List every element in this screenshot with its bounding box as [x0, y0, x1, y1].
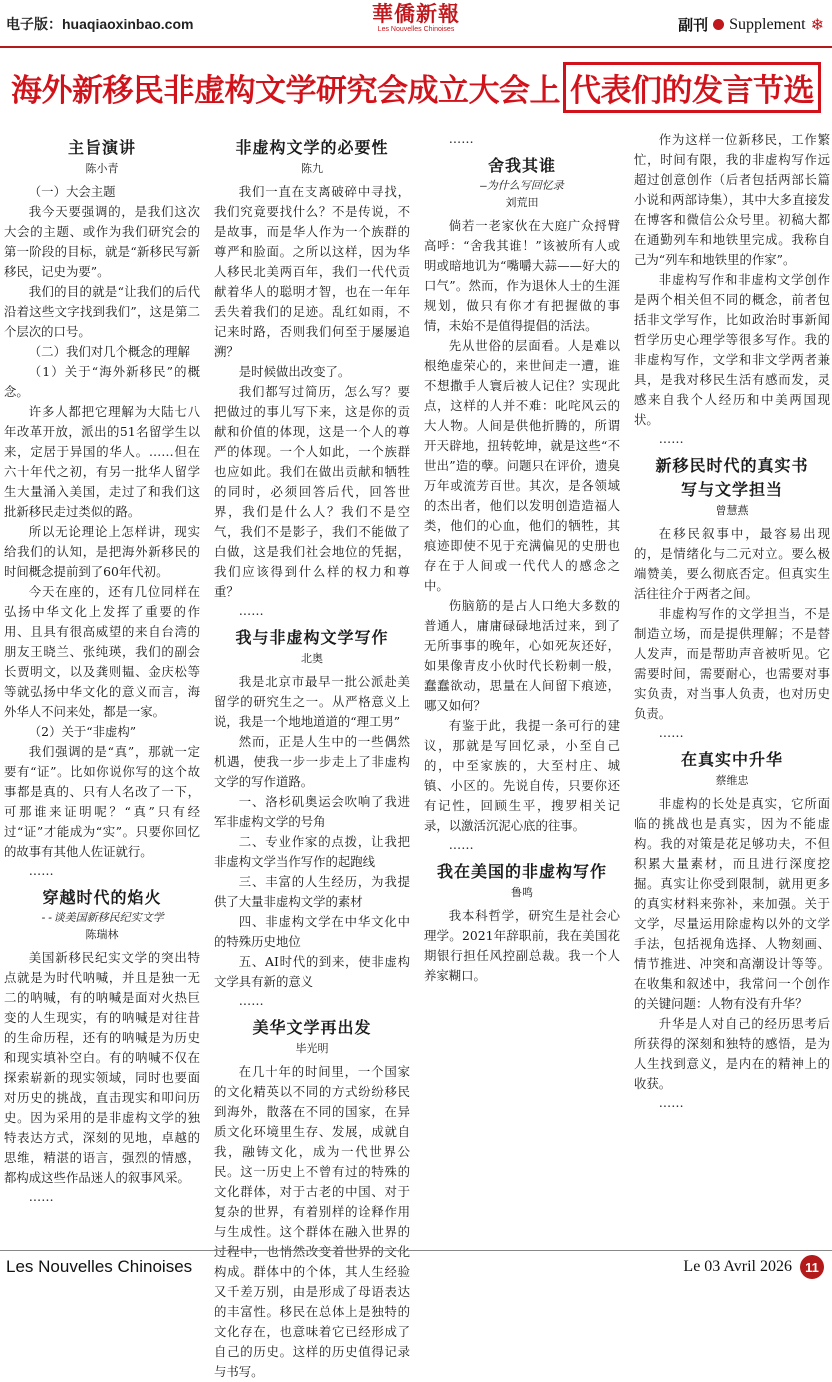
bullet-dot-icon — [713, 19, 724, 30]
ellipsis: …… — [448, 837, 474, 852]
ellipsis: …… — [448, 131, 474, 146]
ellipsis: …… — [658, 431, 684, 446]
article-title: 新移民时代的真实书 — [655, 456, 809, 475]
article-subtitle: --谈美国新移民纪实文学 — [40, 911, 164, 924]
article-author: 曾慧燕 — [715, 504, 749, 517]
article-author: 鲁鸣 — [511, 886, 533, 899]
article-paragraph: 非虚构写作的文学担当，不是制造立场，而是提供理解；不是替人发声，而是帮助声音被听见。它需要时间，需要耐心，也需要对事实负责，对当事人负责，也对历史负责。 — [634, 606, 830, 721]
page-headline — [0, 54, 832, 120]
article-paragraph: 我们都写过简历，怎么写？要把做过的事儿写下来，这是你的贡献和价值的体现，这是一个人的尊严的体现。一个人如此，一个族群也应如此。我们在做出贡献和牺牲的同时，必须回答后代，回答世界，我们是什么人？我们不是空气，我们不是影子，我们不能做了白做，这是我们社会地位的凭据，我们应该得到什么样的权力和尊重？ — [214, 384, 410, 599]
article-paragraph: 一、洛杉矶奥运会吹响了我进军非虚构文学的号角 — [214, 794, 410, 829]
masthead-title-cn: 華僑新報 — [372, 1, 460, 26]
ellipsis: …… — [28, 863, 54, 878]
page-footer — [0, 1250, 832, 1281]
article-paragraph: 我们一直在支离破碎中寻找，我们究竟要找什么？不是传说，不是故事，而是华人作为一个族群的尊严和脸面。之所以这样，因为华人移民北美两百年，我们一代代贡献着华人的聪明才智，也在一年年丢失着我们的足迹。乱红如雨，不记来时路，否则我们何至于屡屡追溯？ — [214, 184, 410, 359]
article-author: 蔡维忠 — [715, 774, 749, 787]
ellipsis: …… — [238, 993, 264, 1008]
ellipsis: …… — [658, 725, 684, 740]
article-paragraph: 倘若一老家伙在大庭广众捋臂高呼：“舍我其谁！”该被所有人或明或暗地讥为“嘴嚼大蒜——好大的口气”。然而，作为退休人士的生涯规划，做只有你才有把握做的事情，未始不是值得提倡的活法。 — [424, 218, 620, 333]
masthead-logo — [356, 2, 476, 34]
article-title: 我在美国的非虚构写作 — [436, 862, 607, 881]
ellipsis: …… — [658, 1095, 684, 1110]
article-title: 在真实中升华 — [680, 750, 783, 769]
article-paragraph: （2）关于“非虚构” — [28, 724, 137, 739]
article-paragraph: 在移民叙事中，最容易出现的，是情绪化与二元对立。要么极端赞美，要么彻底否定。但真实生活往往介于两者之间。 — [634, 526, 830, 601]
article-paragraph: 非虚构的长处是真实，它所面临的挑战也是真实，因为不能虚构。我的对策是花足够功夫，不但积累大量素材，而且进行深度挖掘。真实让你受到限制，就用更多的真实材料来弥补，来加强。关于文学，尽量运用除虚构以外的文学手法，包括视角选择、人物刻画、情节推进、冲突和高潮设计等等。在收集和叙述中，我常问一个创作的关键问题：人物有没有升华？ — [634, 796, 830, 1011]
article-paragraph: 二、专业作家的点拨，让我把非虚构文学当作写作的起跑线 — [214, 834, 410, 869]
article-author: 北奥 — [301, 652, 323, 665]
article-paragraph: 先从世俗的层面看。人是难以根绝虚荣心的，来世间走一遭，谁不想撒手人寰后被人记住？实现此点，这样的人并不难：叱咤风云的大人物。人间是供他折腾的，所谓开天辟地，扭转乾坤，就是这些“不世出”造的孽。问题只在评价，遗臭万年或流芳百世。其次，是各领域的杰出者，他们以发明创造造福人类，他们的心血，他们的牺牲，其痕迹即使不见于充满偏见的史册也存在于人间或一代代人的感念之中。 — [424, 338, 620, 593]
article-title: 舍我其谁 — [487, 156, 556, 175]
article-paragraph: 非虚构写作和非虚构文学创作是两个相关但不同的概念，前者包括非文学写作，比如政治时事新闻哲学历史心理学等很多写作。我的非虚构写作，文学和非文学两者兼具，是我对移民生活有感而发，灵感来自我个人经历和中美两国现状。 — [634, 272, 830, 427]
article-author: 刘荒田 — [505, 196, 539, 209]
masthead-title-fr: Les Nouvelles Chinoises — [377, 26, 455, 33]
maple-leaf-icon: ❄ — [810, 16, 824, 34]
article-paragraph: 我们的目的就是“让我们的后代沿着这些文字找到我们”，这是第二个层次的口号。 — [4, 284, 200, 339]
edition-label: 电子版：huaqiaoxinbao.com — [6, 16, 194, 32]
headline-main: 海外新移民非虚构文学研究会成立大会上 — [11, 72, 560, 109]
article-author: 陈九 — [301, 162, 323, 175]
page-header — [0, 0, 832, 48]
ellipsis: …… — [28, 1189, 54, 1204]
article-paragraph: 我今天要强调的，是我们这次大会的主题、或作为我们研究会的第一阶段的目标，就是“新移民写新移民，记史为要”。 — [4, 204, 200, 279]
column-4 — [634, 130, 830, 1242]
article-title: 穿越时代的焰火 — [42, 888, 162, 907]
article-paragraph: 有鉴于此，我提一条可行的建议，那就是写回忆录，小至自己的，中至家族的，大至村庄、城镇、小区的。先说自传，只要你还有记性，回顾生平，搜罗相关记录，以激活沉泥心底的往事。 — [424, 718, 620, 833]
article-title-line2: 写与文学担当 — [680, 480, 783, 499]
article-paragraph: （一）大会主题 — [28, 184, 116, 199]
section-name-en: Supplement — [729, 15, 806, 33]
article-paragraph: 伤脑筋的是占人口绝大多数的普通人，庸庸碌碌地活过来，到了无所事事的晚年，心如死灰还好，如果像青皮小伙时代长粉刺一般，蠢蠢欲动，思量在人间留下痕迹，哪又如何？ — [424, 598, 620, 713]
article-paragraph: 我们强调的是“真”，那就一定要有“证”。比如你说你写的这个故事都是真的、只有人名改了一下，可那谁来证明呢？“真”只有经过“证”才能成为“实”。只要你回忆的故事有其他人佐证就行。 — [4, 744, 200, 859]
section-name-cn: 副刊 — [678, 16, 709, 34]
column-1 — [4, 130, 200, 1242]
footer-paper-name: Les Nouvelles Chinoises — [6, 1257, 193, 1276]
article-paragraph: 三、丰富的人生经历，为我提供了大量非虚构文学的素材 — [214, 874, 410, 909]
headline-boxed: 代表们的发言节选 — [563, 62, 821, 113]
article-paragraph: 升华是人对自己的经历思考后所获得的深刻和独特的感悟，是为人生找到意义，是内在的精神上的收获。 — [634, 1016, 830, 1091]
article-paragraph: 五、AI时代的到来，使非虚构文学具有新的意义 — [214, 954, 410, 989]
article-author: 陈瑞林 — [85, 928, 119, 941]
article-title: 美华文学再出发 — [252, 1018, 372, 1037]
article-paragraph: 我本科哲学，研究生是社会心理学。2021年辞职前，我在美国花期银行担任风控副总裁。我一个人养家糊口。 — [424, 908, 620, 983]
article-subtitle: —为什么写回忆录 — [480, 179, 564, 192]
article-paragraph: 四、非虚构文学在中华文化中的特殊历史地位 — [214, 914, 410, 949]
page-number-badge: 11 — [800, 1255, 824, 1279]
article-paragraph: 是时候做出改变了。 — [238, 364, 351, 379]
article-paragraph: 我是北京市最早一批公派赴美留学的研究生之一。从严格意义上说，我是一个地地道道的“理工男” — [214, 674, 410, 729]
article-author: 毕光明 — [295, 1042, 329, 1055]
article-paragraph: 然而，正是人生中的一些偶然机遇，使我一步一步走上了非虚构文学的写作道路。 — [214, 734, 410, 789]
section-label — [678, 14, 824, 35]
article-title: 主旨演讲 — [67, 138, 136, 157]
article-paragraph: 在几十年的时间里，一个国家的文化精英以不同的方式纷纷移民到海外，散落在不同的国家，在异质文化环境里生存、发展，成就自我，融铸文化，成为一代世界公民。这一历史上不曾有过的特殊的文化群体，对于古老的中国、对于复杂的世界，有着别样的诠释作用与生成性。这个群体在融入世界的过程中，也悄然改变着世界的文化构成。群体中的个体，其人生经验又千差万别，由是形成了母语表达的丰富性。移民在总体上是独特的文化存在，也意味着它已经形成了自己的历史。这样的历史值得记录与书写。 — [214, 1064, 410, 1379]
article-title: 我与非虚构文学写作 — [235, 628, 389, 647]
article-paragraph: 美国新移民纪实文学的突出特点就是为时代呐喊，并且是独一无二的呐喊，有的呐喊是面对火热巨变的人生现实，有的呐喊是对往昔的生命历程，还有的呐喊是为历史和现实填补空白。有的呐喊不仅在探索崭新的现实领域，同时也要面对历史的挑战，直击现实和叩问历史。因为采用的是非虚构文学的独特表达方式，深刻的见地，卓越的思维，精湛的语言，强烈的情感，都构成这些作品迷人的叙事风采。 — [4, 950, 200, 1185]
article-author: 陈小青 — [85, 162, 119, 175]
footer-date: Le 03 Avril 2026 — [683, 1258, 792, 1275]
article-paragraph: （1）关于“海外新移民”的概念。 — [4, 364, 200, 399]
article-paragraph: 所以无论理论上怎样讲，现实给我们的认知，是把海外新移民的时间概念提前到了60年代初。 — [4, 524, 200, 579]
article-paragraph: （二）我们对几个概念的理解 — [28, 344, 190, 359]
article-paragraph: 今天在座的，还有几位同样在弘扬中华文化上发挥了重要的作用、且具有很高威望的来自台湾的朋友王晓兰、张纯瑛，我们的副会长贾明文，以及龚则韫、金庆松等等就弘扬中华文化的意义而言，海外华人不问来处，都是一家。 — [4, 584, 200, 719]
column-3 — [424, 130, 620, 1242]
column-2 — [214, 130, 410, 1379]
article-paragraph: 许多人都把它理解为大陆七八年改革开放，派出的51名留学生以来，定居于异国的华人。……但在六十年代之初，有另一批华人留学生大量涌入美国，走过了和我们这批新移民走过类似的路。 — [4, 404, 200, 519]
article-title: 非虚构文学的必要性 — [235, 138, 389, 157]
article-paragraph: 作为这样一位新移民，工作繁忙，时间有限，我的非虚构写作远超过创意创作（后者包括两部长篇小说和两部诗集），其中大多直接发在博客和微信公众号里。初稿大都在通勤列车和地铁里完成。我称自己为“列车和地铁里的作家”。 — [634, 132, 830, 267]
ellipsis: …… — [238, 603, 264, 618]
